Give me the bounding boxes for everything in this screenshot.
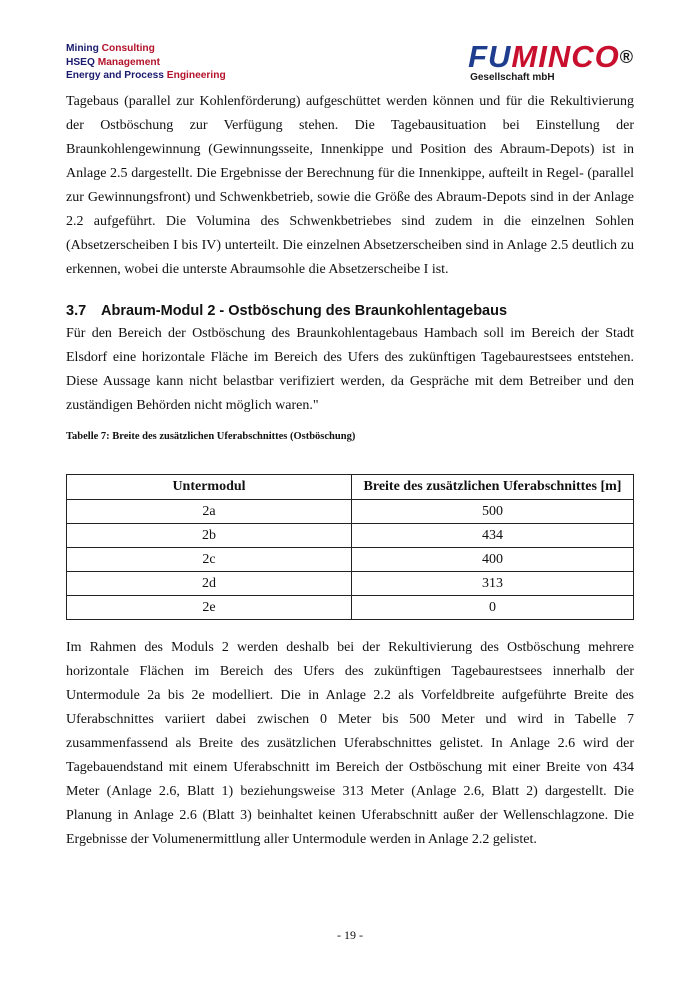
tagline-line: Mining Consulting — [66, 43, 155, 54]
logo-wordmark: FUMINCO® — [468, 39, 634, 74]
tagline-line: HSEQ Management — [66, 56, 160, 68]
tagline-line: Energy and Process Engineering — [66, 70, 226, 81]
table-caption: Tabelle 7: Breite des zusätzlichen Uferabschnittes (Ostböschung) — [66, 431, 356, 442]
cell-untermodul: 2a — [67, 500, 352, 524]
cell-breite: 313 — [352, 572, 634, 596]
table-row — [67, 596, 634, 620]
section-number: 3.7 — [66, 303, 87, 319]
column-header-untermodul: Untermodul — [67, 475, 352, 500]
column-header-breite: Breite des zusätzlichen Uferabschnittes [m] — [352, 475, 634, 500]
page-header — [66, 39, 634, 86]
section-heading — [66, 301, 634, 321]
table-header-row — [67, 475, 634, 500]
page-number: - 19 - — [337, 928, 363, 942]
cell-breite: 0 — [352, 596, 634, 620]
body-paragraph-3: Im Rahmen des Moduls 2 werden deshalb bei der Rekultivierung des Ostböschung mehrere horizontale Flächen im Bereich des Ufers des zukünftigen Tagebaurestsees innerhalb der Untermodule 2a bis 2e modelliert. Die in Anlage 2.2 als Vorfeldbreite aufgeführte Breite des Uferabschnittes variiert dabei zwischen 0 Meter bis 500 Meter und wird in Tabelle 7 zusammenfassend als Breite des zusätzlichen Uferabschnittes gelistet. In Anlage 2.6 wird der Tagebauendstand mit einem Uferabschnitt im Bereich der Ostböschung mit einer Breite von 434 Meter (Anlage 2.6, Blatt 1) beziehungsweise 313 Meter (Anlage 2.6, Blatt 2) dargestellt. Die Planung in Anlage 2.6 (Blatt 3) beinhaltet keinen Uferabschnitt außer der Wellenschlagzone. Die Ergebnisse der Volumenermittlung aller Untermodule werden in Anlage 2.2 gelistet. — [66, 640, 634, 847]
body-paragraph-1: Tagebaus (parallel zur Kohlenförderung) aufgeschüttet werden können und für die Rekultivierung der Ostböschung zur Verfügung stehen. Die Tagebausituation bei Einstellung der Braunkohlengewinnung (Gewinnungsseite, Innenkippe und Position des Abraum-Depots) ist in Anlage 2.5 dargestellt. Die Ergebnisse der Berechnung für die Innenkippe, aufteilt in Regel- (parallel zur Gewinnungsfront) und Schwenkbetrieb, sowie die Größe des Abraum-Depots sind in der Anlage 2.2 aufgeführt. Die Volumina des Schwenkbetriebes sind zudem in die einzelnen Sohlen (Absetzerscheiben I bis IV) unterteilt. Die einzelnen Absetzerscheiben sind in Anlage 2.5 deutlich zu erkennen, wobei die unterste Abraumsohle die Absetzerscheibe I ist. — [66, 94, 634, 277]
table-row — [67, 524, 634, 548]
cell-untermodul: 2c — [67, 548, 352, 572]
cell-breite: 434 — [352, 524, 634, 548]
cell-untermodul: 2d — [67, 572, 352, 596]
section-title: Abraum-Modul 2 - Ostböschung des Braunkohlentagebaus — [101, 303, 508, 319]
company-tagline — [66, 42, 226, 83]
table-row — [67, 548, 634, 572]
table-row — [67, 500, 634, 524]
logo-subtitle: Gesellschaft mbH — [470, 72, 555, 83]
cell-untermodul: 2e — [67, 596, 352, 620]
shore-width-table — [66, 474, 634, 620]
cell-untermodul: 2b — [67, 524, 352, 548]
table-row — [67, 572, 634, 596]
cell-breite: 500 — [352, 500, 634, 524]
body-paragraph-2: Für den Bereich der Ostböschung des Braunkohlentagebaus Hambach soll im Bereich der Stadt Elsdorf eine horizontale Fläche im Bereich des Ufers des zukünftigen Tagebaurestsees entstehen. Diese Aussage kann nicht belastbar verifiziert werden, da Gespräche mit dem Betreiber und den zuständigen Behörden nicht möglich waren." — [66, 326, 634, 413]
fuminco-logo — [468, 39, 634, 83]
cell-breite: 400 — [352, 548, 634, 572]
